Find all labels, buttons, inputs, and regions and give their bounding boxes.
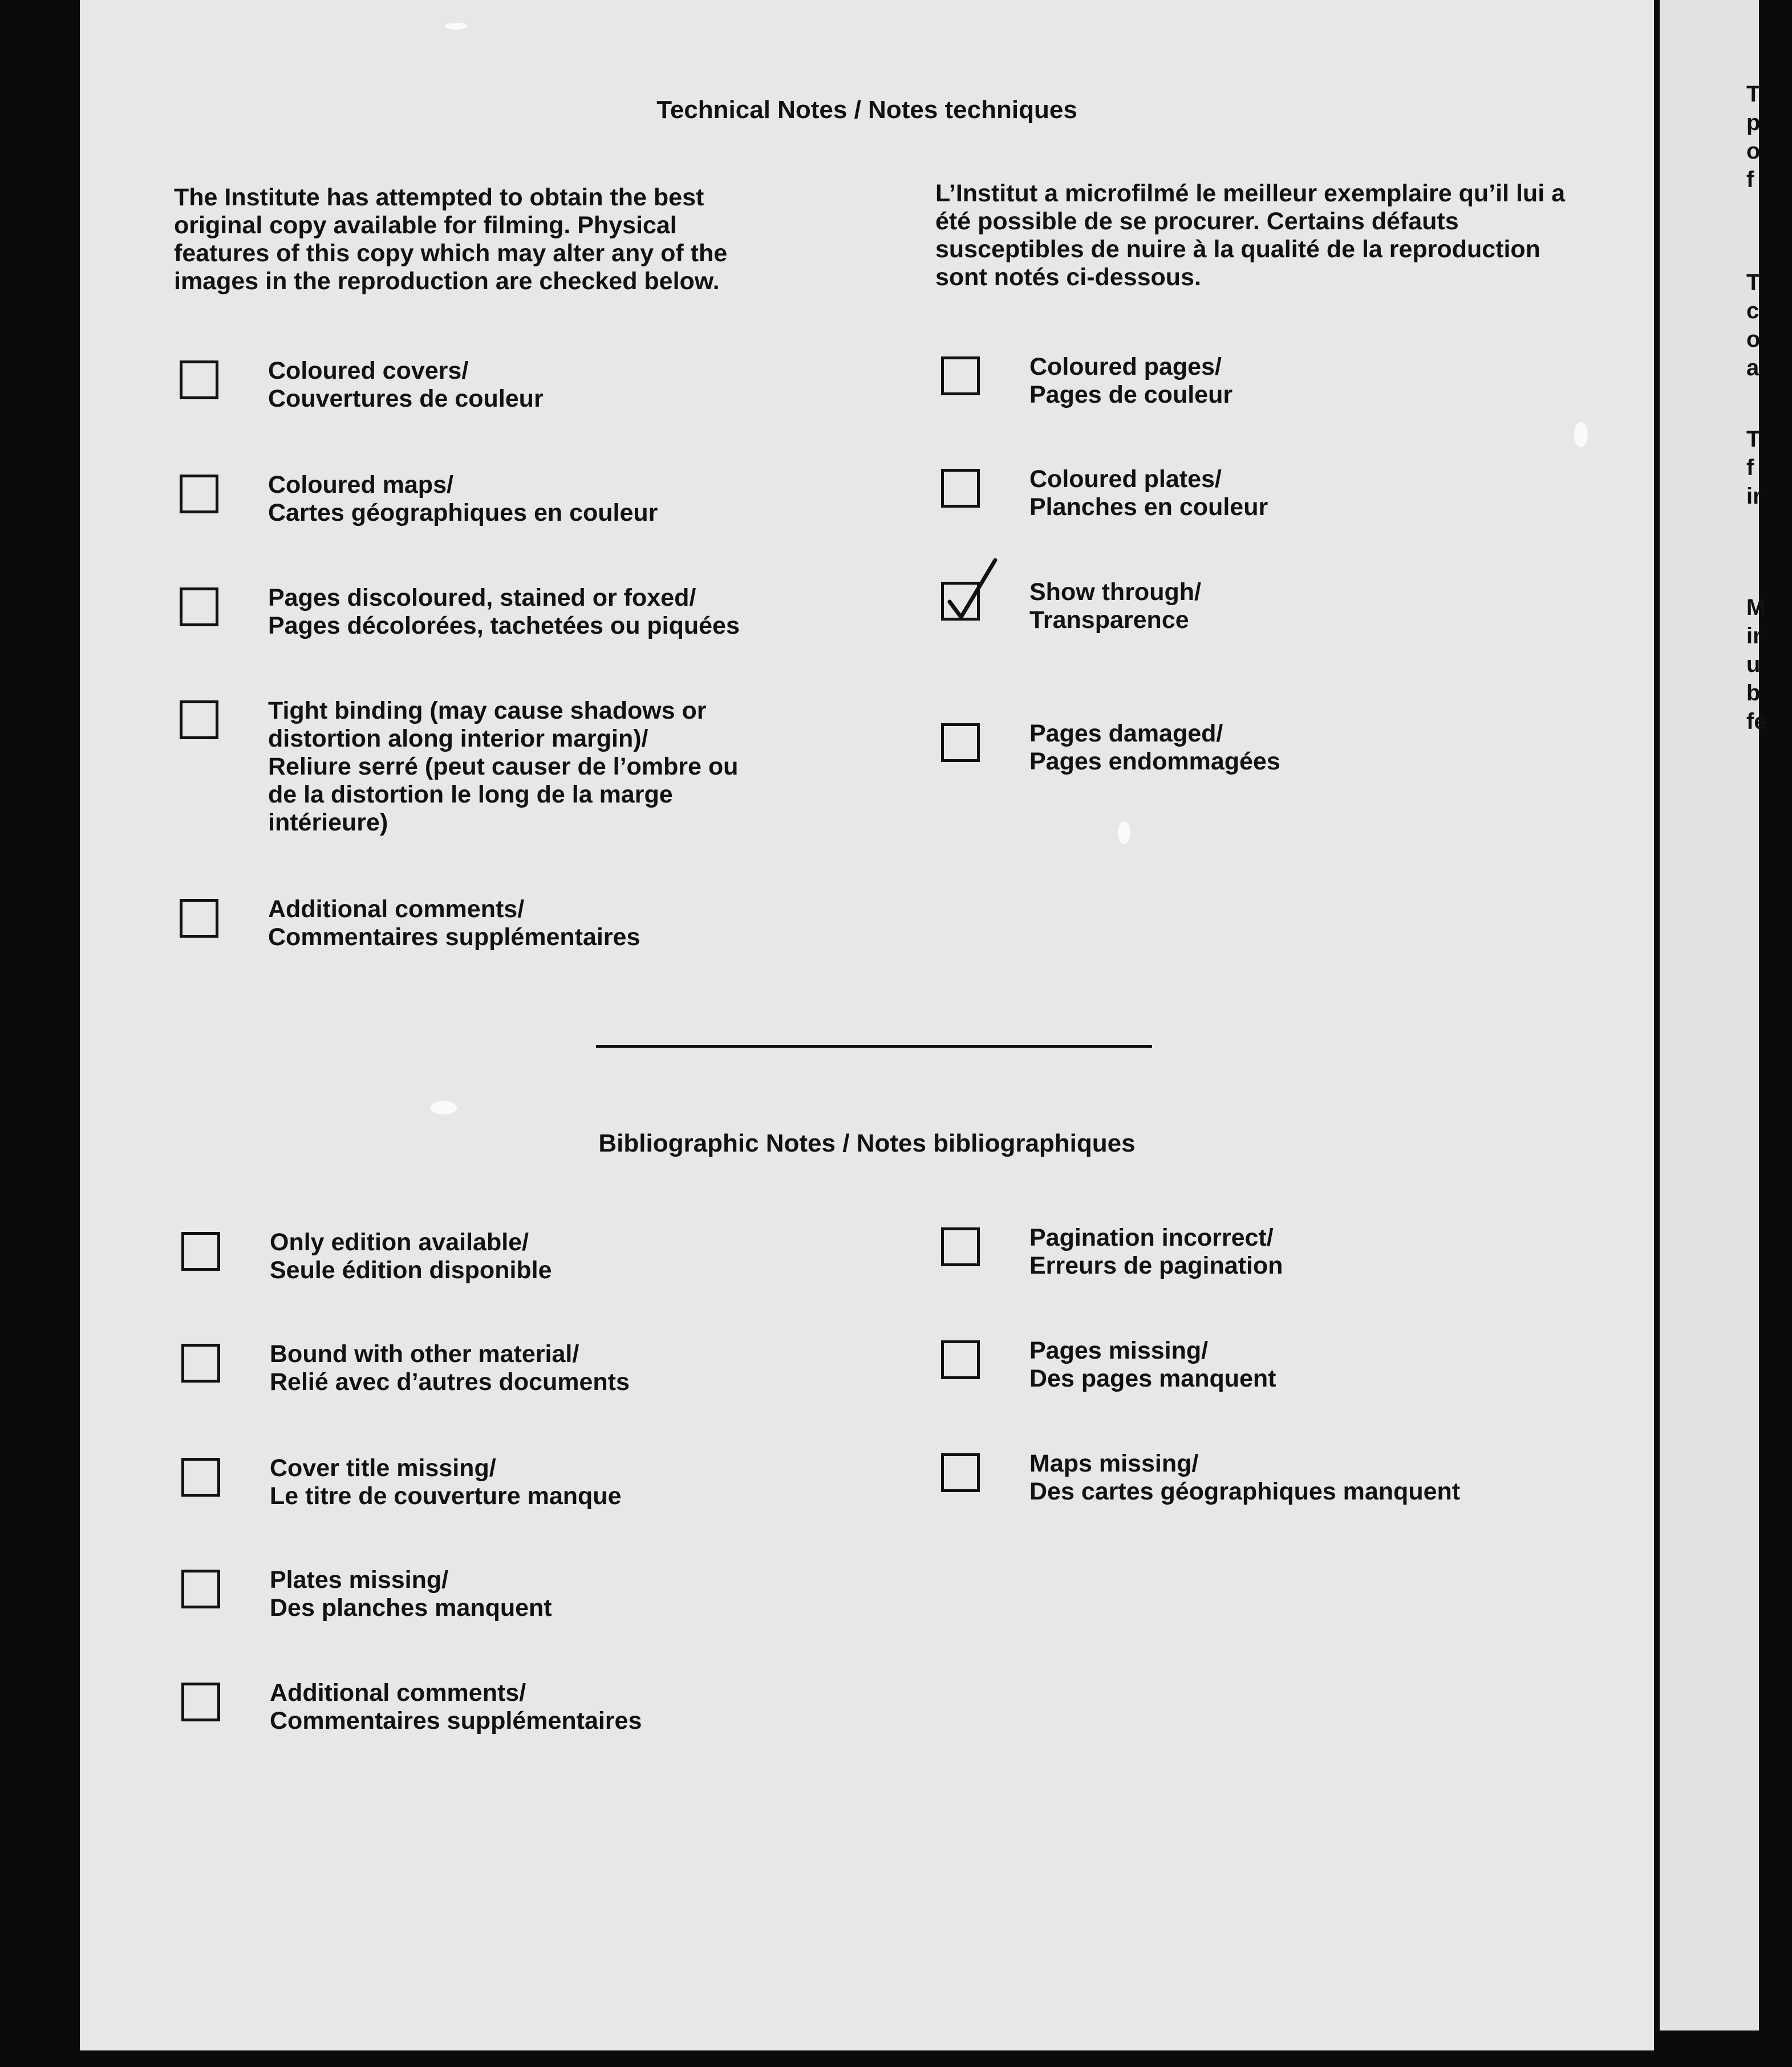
checklist-item-label: [270, 1679, 642, 1735]
checklist-item-label: [270, 1454, 622, 1510]
label-line: Seule édition disponible: [270, 1257, 552, 1284]
checklist-item-label: [1029, 1450, 1460, 1506]
bibliographic-notes-title: Bibliographic Notes / Notes bibliographiques: [598, 1129, 1136, 1157]
label-line: Pagination incorrect/: [1029, 1224, 1274, 1251]
checkbox[interactable]: [181, 1232, 220, 1271]
label-line: Des cartes géographiques manquent: [1029, 1478, 1461, 1505]
checklist-item-label: [268, 357, 544, 413]
checklist-item-label: [1029, 1337, 1276, 1393]
intro-french: L’Institut a microfilmé le meilleur exemplaire qu’il lui a été possible de se procurer. Certains défauts susceptibles de nuire à la qualité de la reproduction sont notés ci-dessous.: [935, 180, 1565, 291]
intro-english: The Institute has attempted to obtain the best original copy available for filming. Physical features of this copy which may alter any of the images in the reproduction are checked below.: [174, 184, 728, 295]
label-line: Maps missing/: [1029, 1450, 1199, 1477]
label-line: Des pages manquent: [1029, 1365, 1276, 1392]
checklist-item-label: [1029, 578, 1201, 634]
checklist-item-label: [1029, 720, 1280, 776]
adjacent-text-fragment: T f ir: [1746, 427, 1762, 509]
checkbox[interactable]: [180, 899, 218, 938]
label-line: Des planches manquent: [270, 1594, 552, 1622]
checkbox[interactable]: [941, 723, 980, 762]
checkbox[interactable]: [181, 1683, 220, 1721]
checkbox[interactable]: [941, 1227, 980, 1266]
checklist-item-label: [268, 471, 658, 527]
technical-notes-title: Technical Notes / Notes techniques: [656, 96, 1077, 124]
label-line: Cartes géographiques en couleur: [268, 499, 658, 526]
dust-speck: [1574, 422, 1588, 447]
adjacent-text-fragment: T p o f: [1746, 82, 1761, 192]
label-line: Planches en couleur: [1029, 493, 1268, 521]
label-line: Additional comments/: [268, 895, 525, 923]
label-line: distortion along interior margin)/: [268, 725, 648, 752]
checklist-item-label: [1029, 353, 1232, 409]
label-line: Show through/: [1029, 578, 1201, 606]
dust-speck: [445, 23, 468, 30]
label-line: Only edition available/: [270, 1229, 529, 1256]
label-line: Tight binding (may cause shadows or: [268, 697, 707, 724]
label-line: Coloured plates/: [1029, 465, 1222, 493]
label-line: Commentaires supplémentaires: [268, 923, 640, 951]
label-line: Commentaires supplémentaires: [270, 1707, 642, 1734]
section-divider: [596, 1045, 1152, 1048]
label-line: Le titre de couverture manque: [270, 1482, 622, 1510]
label-line: Pages endommagées: [1029, 748, 1280, 775]
dust-speck: [431, 1101, 457, 1114]
checkmark-icon: [944, 557, 1001, 626]
checkbox[interactable]: [941, 469, 980, 508]
adjacent-text-fragment: M ir u b fe: [1746, 595, 1767, 734]
checkbox[interactable]: [181, 1344, 220, 1383]
label-line: Pages damaged/: [1029, 720, 1223, 747]
label-line: intérieure): [268, 809, 388, 836]
label-line: Pages missing/: [1029, 1337, 1209, 1364]
checklist-item-label: [270, 1340, 630, 1396]
checkbox[interactable]: [181, 1458, 220, 1497]
label-line: Coloured covers/: [268, 357, 469, 384]
label-line: Relié avec d’autres documents: [270, 1368, 630, 1396]
checklist-item-label: [270, 1229, 552, 1284]
adjacent-page-edge: [1660, 0, 1767, 2030]
checkbox[interactable]: [180, 587, 218, 626]
label-line: Coloured maps/: [268, 471, 453, 498]
label-line: Additional comments/: [270, 1679, 526, 1707]
checklist-item-label: [1029, 465, 1268, 521]
dust-speck: [1118, 821, 1130, 844]
label-line: Plates missing/: [270, 1566, 449, 1594]
checkbox[interactable]: [941, 356, 980, 395]
checkbox[interactable]: [180, 475, 218, 513]
label-line: Pages décolorées, tachetées ou piquées: [268, 612, 740, 639]
label-line: Bound with other material/: [270, 1340, 579, 1368]
checkbox[interactable]: [180, 360, 218, 399]
adjacent-text-fragment: T c o a: [1746, 270, 1761, 380]
checkbox[interactable]: [181, 1570, 220, 1608]
label-line: Pages de couleur: [1029, 381, 1233, 408]
checklist-item-label: [268, 584, 740, 640]
label-line: Transparence: [1029, 606, 1189, 634]
label-line: Pages discoloured, stained or foxed/: [268, 584, 696, 611]
label-line: Cover title missing/: [270, 1454, 496, 1482]
label-line: Couvertures de couleur: [268, 385, 544, 412]
checklist-item-label: [1029, 1224, 1283, 1280]
checklist-item-label: [268, 697, 738, 837]
checkbox[interactable]: [180, 700, 218, 739]
checklist-item-label: [270, 1566, 552, 1622]
checked-checkbox[interactable]: [941, 582, 980, 621]
scanned-page: [80, 0, 1654, 2050]
label-line: Erreurs de pagination: [1029, 1252, 1283, 1279]
checkbox[interactable]: [941, 1453, 980, 1492]
label-line: Coloured pages/: [1029, 353, 1222, 380]
checkbox[interactable]: [941, 1340, 980, 1379]
checklist-item-label: [268, 895, 640, 951]
label-line: Reliure serré (peut causer de l’ombre ou: [268, 753, 739, 780]
label-line: de la distortion le long de la marge: [268, 781, 673, 808]
